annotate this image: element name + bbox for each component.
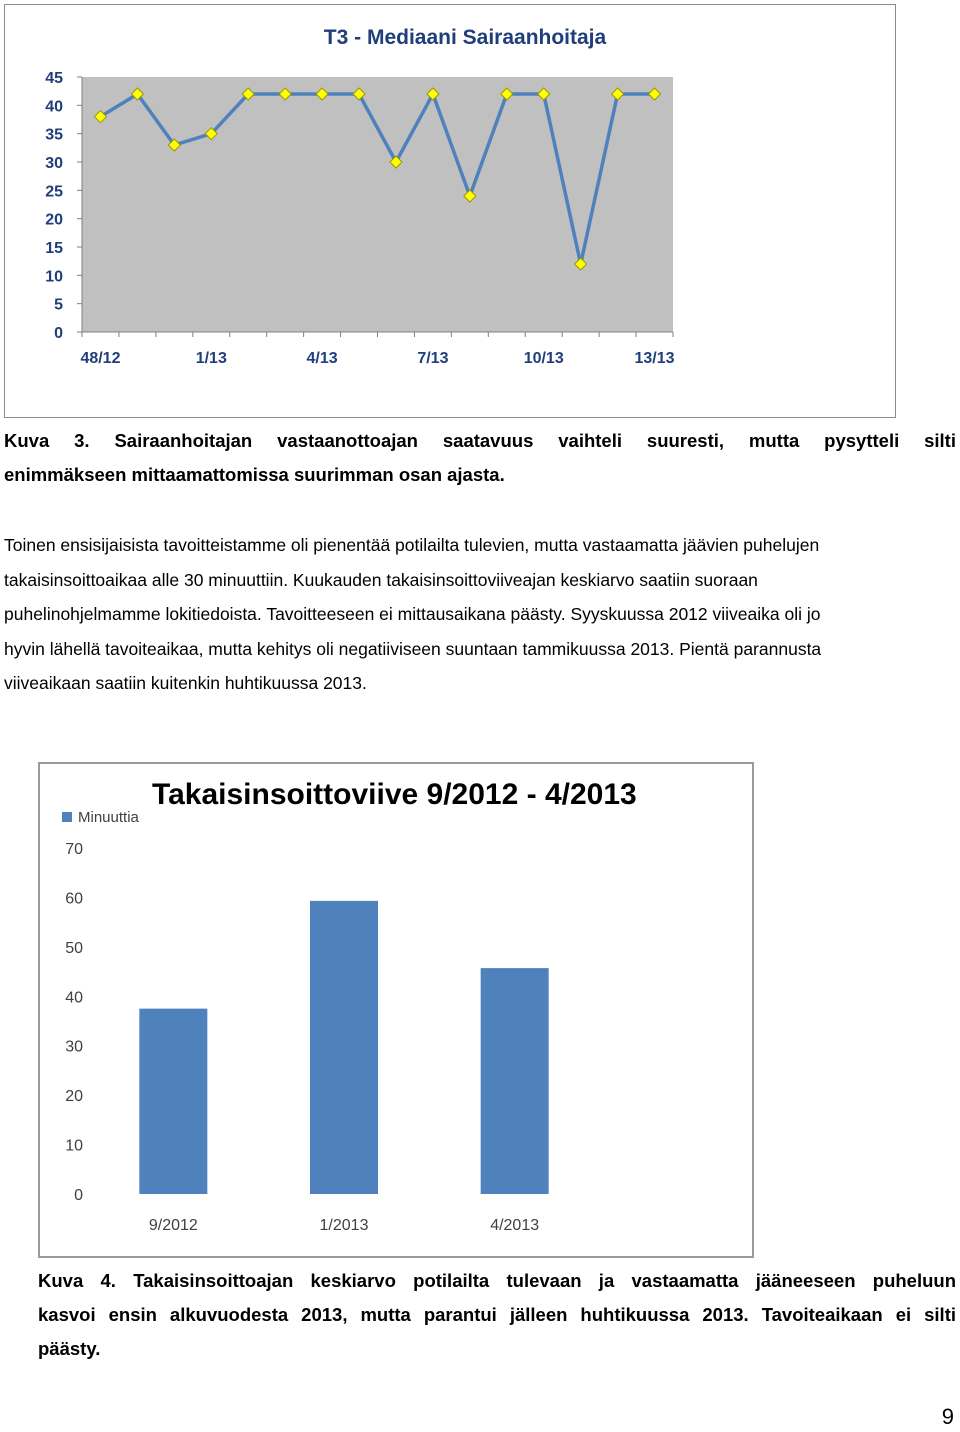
x-tick-label: 4/13 [306,350,338,367]
y-tick-label: 10 [65,1137,83,1155]
y-tick-label: 30 [65,1038,83,1056]
legend-swatch [62,812,72,822]
bar [481,968,549,1194]
y-tick-label: 5 [54,296,63,314]
paragraph-line: Toinen ensisijaisista tavoitteistamme oli pienentää potilailta tulevien, mutta vastaamatta jäävien puhelujen [4,535,820,555]
caption-line: kasvoi ensin alkuvuodesta 2013, mutta parantui jälleen huhtikuussa 2013. Tavoiteaikaan ei silti [38,1304,956,1325]
bar [310,901,378,1194]
chart-title: T3 - Mediaani Sairaanhoitaja [323,26,607,49]
y-tick-label: 35 [45,126,63,144]
figure-3-caption [4,424,956,492]
x-tick-label: 1/2013 [319,1217,369,1234]
x-tick-label: 7/13 [417,350,449,367]
chart-title: Takaisinsoittoviive 9/2012 - 4/2013 [152,778,637,811]
y-tick-label: 30 [45,155,63,172]
y-tick-label: 40 [45,98,63,116]
caption-line: enimmäkseen mittaamattomissa suurimman osan ajasta. [4,464,505,485]
bar-chart-frame [38,762,754,1258]
caption-line: Kuva 3. Sairaanhoitajan vastaanottoajan saatavuus vaihteli suuresti, mutta pysytteli silti [4,430,956,451]
x-tick-label: 9/2012 [148,1217,198,1234]
y-tick-label: 10 [45,268,63,286]
figure-4-caption [38,1264,956,1366]
y-tick-label: 0 [54,325,63,342]
y-tick-label: 20 [65,1088,83,1106]
line-chart [5,5,895,417]
page-number: 9 [941,1404,954,1429]
paragraph-line: hyvin lähellä tavoiteaikaa, mutta kehitys oli negatiiviseen suuntaan tammikuussa 2013. Pientä parannusta [4,638,822,659]
paragraph-line: takaisinsoittoaikaa alle 30 minuuttiin. Kuukauden takaisinsoittoviiveajan keskiarvo saatiin suoraan [4,569,758,590]
x-tick-label: 13/13 [634,350,675,367]
caption-line: päästy. [38,1338,101,1359]
y-tick-label: 45 [45,70,63,87]
y-tick-label: 50 [65,939,83,957]
body-paragraph [4,528,956,701]
bar-chart [40,764,752,1256]
plot-area [82,77,673,332]
x-tick-label: 10/13 [523,350,564,367]
x-tick-label: 48/12 [80,350,121,367]
paragraph-line: puhelinohjelmamme lokitiedoista. Tavoitteeseen ei mittausaikana päästy. Syyskuussa 2012 viiveaika oli jo [4,604,821,625]
caption-line: Kuva 4. Takaisinsoittoajan keskiarvo potilailta tulevaan ja vastaamatta jääneeseen puheluun [38,1270,956,1291]
y-tick-label: 0 [74,1187,83,1204]
legend-label: Minuuttia [78,809,139,826]
bar [139,1009,207,1194]
line-chart-frame [4,4,896,418]
paragraph-line: viiveaikaan saatiin kuitenkin huhtikuussa 2013. [4,673,367,694]
x-tick-label: 1/13 [195,350,227,367]
y-tick-label: 40 [65,989,83,1007]
y-tick-label: 15 [45,240,63,257]
y-tick-label: 70 [65,840,83,858]
y-tick-label: 25 [45,183,63,201]
y-tick-label: 60 [65,890,83,908]
x-tick-label: 4/2013 [490,1217,540,1234]
y-tick-label: 20 [45,211,63,229]
